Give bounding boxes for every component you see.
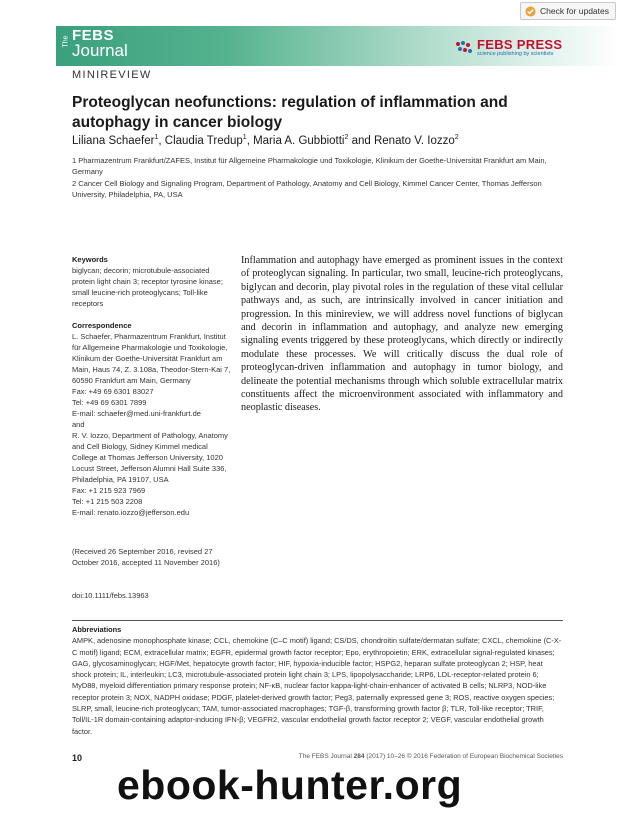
correspondence-email: E-mail: renato.iozzo@jefferson.edu (72, 508, 190, 517)
author-separator: and (348, 134, 374, 147)
author-affil-mark: 1 (154, 134, 159, 141)
author-separator: , (246, 134, 254, 147)
logo-the: The (62, 35, 70, 48)
correspondence-line: Tel: +1 215 503 2208 (72, 497, 143, 506)
febs-press-dots-icon (455, 40, 473, 56)
correspondence-line: Tel: +49 69 6301 7899 (72, 398, 147, 407)
affiliation: 2 Cancer Cell Biology and Signaling Program, Department of Pathology, Anatomy and Cell Biology, Kimmel Cancer Center, Thomas Jefferson University, Philadelphia, PA, USA (72, 179, 542, 199)
abstract: Inflammation and autophagy have emerged as prominent issues in the context of proteoglycan signaling. In particular, two small, leucine-rich proteoglycans, biglycan and decorin, play pivotal roles in the regulation of these vital cellular pathways and, as such, are intrinsically involved in cancer initiation and progression. In this minireview, we will address novel functions of biglycan and decorin in inflammation and autophagy, and analyze new emerging signaling events triggered by these proteoglycans, which directly or indirectly modulate these processes. We will critically discuss the dual role of proteoglycan-driven inflammation and autophagy in tumor biology, and delineate the potential mechanisms through which soluble extracellular matrix constituents affect the microenvironment associated with inflammatory and neoplastic diseases. (241, 255, 563, 414)
abbreviations-heading: Abbreviations (72, 625, 122, 634)
article-title: Proteoglycan neofunctions: regulation of inflammation and autophagy in cancer biology (72, 94, 508, 131)
author: Maria A. Gubbiotti (253, 134, 345, 147)
keywords-text: biglycan; decorin; microtubule-associated protein light chain 3; receptor tyrosine kinase; small leucine-rich proteoglycans; Toll-like receptors (72, 266, 223, 308)
check-updates-icon (525, 6, 536, 17)
affiliation: 1 Pharmazentrum Frankfurt/ZAFES, Institut für Allgemeine Pharmakologie und Toxikologie, Klinikum der Goethe-Universität Frankfurt am Main, Germany (72, 156, 547, 176)
abbreviations-block (72, 624, 563, 737)
author: Claudia Tredup (164, 134, 243, 147)
author-affil-mark: 2 (344, 134, 349, 141)
correspondence-heading: Correspondence (72, 321, 132, 330)
keywords-block (72, 254, 234, 309)
section-label: MINIREVIEW (72, 69, 152, 81)
correspondence-line: Fax: +1 215 923 7969 (72, 486, 146, 495)
page-number: 10 (72, 753, 83, 763)
citation-volume: 284 (353, 753, 365, 760)
press-title: FEBS PRESS (477, 37, 563, 52)
divider (72, 620, 563, 621)
correspondence-line: Fax: +49 69 6301 83027 (72, 387, 154, 396)
logo-journal: Journal (72, 41, 128, 60)
author: Renato V. Iozzo (373, 134, 455, 147)
citation-suffix: (2017) 10–26 © 2016 Federation of European Biochemical Societies (364, 753, 563, 760)
correspondence-block (72, 320, 234, 518)
correspondence-email: E-mail: schaefer@med.uni-frankfurt.de (72, 409, 201, 418)
watermark-text: ebook-hunter.org (117, 762, 463, 808)
author-separator: , (158, 134, 165, 147)
author-affil-mark: 2 (454, 134, 459, 141)
abbreviations-text: AMPK, adenosine monophosphate kinase; CCL, chemokine (C–C motif) ligand; CS/DS, chondroitin sulfate/dermatan sulfate; CXCL, chemokine (C-X-C motif) ligand; ECM, extracellular matrix; EGFR, epidermal growth factor receptor; Epo, erythropoietin; ERK, extracellular signal-regulated kinases; GAG, glycosaminoglycan; HGF/Met, hepatocyte growth factor; HIF, hypoxia-inducible factor; HSPG2, heparan sulfate proteoglycan 2; HSP, heat shock protein; IL, interleukin; LC3, microtubule-associated protein light chain 3; LPS, lipopolysaccharide; LRP6, LDL-receptor-related protein 6; MyD88, myeloid differentiation primary response protein; NF-κB, nuclear factor kappa-light-chain-enhancer of activated B cells; NLRP3, NOD-like receptor protein 3; NOX, NADPH oxidase; PDGF, platelet-derived growth factor; Peg3, paternally expressed gene 3; ROS, reactive oxygen species; SLRP, small, leucine-rich proteoglycan; TAM, tumor-associated macrophages; TGF-β, transforming growth factor β; TLR, Toll-like receptor; TRIF, Toll/IL-1R domain-containing adaptor-inducing IFN-β; VEGFR2, vascular endothelial growth factor receptor 2; VEGF, vascular endothelial growth factor. (72, 636, 562, 736)
received-dates: (Received 26 September 2016, revised 27 October 2016, accepted 11 November 2016) (72, 547, 220, 567)
author-affil-mark: 1 (242, 134, 247, 141)
correspondence-line: L. Schaefer, Pharmazentrum Frankfurt, Institut für Allgemeine Pharmakologie und Toxikologie, Klinikum der Goethe-Universität Frankfurt am Main, Haus 74, Z. 3.108a, Theodor-Stern-Kai 7, 60590 Frankfurt am Main, Germany (72, 332, 231, 385)
press-subtitle: science publishing by scientists (477, 51, 554, 57)
check-for-updates-button[interactable] (520, 2, 616, 20)
correspondence-line: and (72, 420, 85, 429)
author-list (72, 134, 459, 147)
author: Liliana Schaefer (72, 134, 155, 147)
citation-prefix: The FEBS Journal (298, 753, 354, 760)
check-updates-label: Check for updates (540, 6, 609, 16)
keywords-heading: Keywords (72, 255, 108, 264)
doi: doi:10.1111/febs.13963 (72, 591, 149, 600)
logo-febs: FEBS (72, 27, 115, 44)
febs-press-logo (455, 38, 562, 58)
correspondence-line: R. V. Iozzo, Department of Pathology, Anatomy and Cell Biology, Sidney Kimmel medical College at Thomas Jefferson University, 1020 Locust Street, Jefferson Alumni Hall Suite 336, Philadelphia, PA 19107, USA (72, 431, 228, 484)
